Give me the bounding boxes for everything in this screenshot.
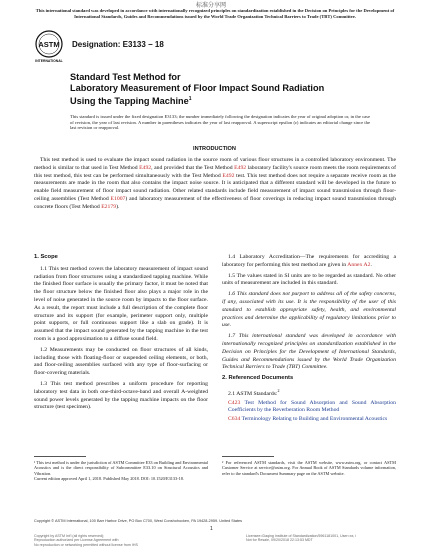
wto-notice: This international standard was developed in accordance with internationally recognized principles on standardization established in the Decision on Principles for the Development of International Standards, Guides and Recommendations issued by the World Trade Organization Technical Barriers to Trade (TBT) Committee. xyxy=(35,8,395,19)
paragraph-1-1: 1.1 This test method covers the laboratory measurement of impact sound radiation from floor structures using a standardized tapping machine. While the finished floor surface is usually the primary factor, it must be noted that the floor structure below the finished floor also plays a major role in the level of noise generated in the source room by impacts to the floor surface. As a result, the report must include a full description of the complete floor structure and its support (for example, perimeter support only, multiple point supports, or full continuous support like a slab on grade). It is assumed that the impact sound generated by the tapping machine in the test room is a good approximation to a diffuse sound field. xyxy=(34,265,208,342)
svg-text:ASTM: ASTM xyxy=(38,40,60,49)
annex-link[interactable]: Annex A2 xyxy=(347,261,371,268)
scope-heading: 1. Scope xyxy=(34,254,58,260)
license-footer xyxy=(34,534,396,547)
title-line-1: Standard Test Method for xyxy=(70,72,181,82)
paragraph-1-4: 1.4 Laboratory Accreditation—The requirements for accrediting a laboratory for performing this test method are given in Annex A2. xyxy=(222,254,396,268)
ref-link-e492[interactable]: E492 xyxy=(234,164,247,171)
license-right: Licensee=Daqing Institute of Standardization/5961181001, User=xx, i Not for Resale, 09/20/2018 22:13:53 MDT xyxy=(246,534,357,543)
paragraph-1-3: 1.3 This test method prescribes a uniform procedure for reporting laboratory test data in both one-third-octave-band and overall A-weighted sound power levels generated by the tapping machine impacts on the floor structure (test specimen). xyxy=(34,380,208,411)
paragraph-1-2: 1.2 Measurements may be conducted on floor structures of all kinds, including those with floating-floor or suspended ceiling elements, or both, and floor-ceiling assemblies surfaced with any type of floor-surfacing or floor-covering materials. xyxy=(34,346,208,377)
footnote-1: ¹ This test method is under the jurisdiction of ASTM Committee E33 on Building and Environmental Acoustics and is the direct responsibility of Subcommittee E33.10 on Structural Acoustics and Vibration. Current edition approved April 1, 2018. Published May 2018. DOI: 10.1520/E3133-18. xyxy=(34,460,208,482)
ref-link-e2179[interactable]: E2179 xyxy=(101,203,117,210)
designation: Designation: E3133 − 18 xyxy=(72,40,164,49)
designation-note: This standard is issued under the fixed designation E3133; the number immediately following the designation indicates the year of original adoption or, in the case of revision, the year of last revision. A number in parentheses indicates the year of last reapproval. A superscript epsilon (ε) indicates an editorial change since the last revision or reapproval. xyxy=(70,114,370,131)
referenced-documents-heading: 2. Referenced Documents xyxy=(222,375,294,382)
title-line-3: Using the Tapping Machine$^1$ xyxy=(70,96,192,107)
paragraph-2-1: 2.1 ASTM Standards:$^2$ xyxy=(228,387,280,397)
reference-c634[interactable]: C634 Terminology Relating to Building and Environmental Acoustics xyxy=(228,416,388,423)
astm-logo xyxy=(34,30,64,64)
ref-link-e492[interactable]: E492 xyxy=(139,164,152,171)
footnote-divider xyxy=(222,456,274,457)
page-number: 1 xyxy=(210,526,213,532)
watermark-mark: 标准分享网 xyxy=(196,2,227,9)
right-column xyxy=(222,254,396,425)
title-line-2: Laboratory Measurement of Floor Impact Sound Radiation xyxy=(70,83,325,93)
ref-link-e1007[interactable]: E1007 xyxy=(110,195,126,202)
license-left: Copyright by ASTM Int'l (all rights reserved); Reproduction authorized per License Agreement with No reproduction or networking permitted without license from IHS xyxy=(34,534,138,547)
document-title xyxy=(70,72,370,107)
introduction-body: This test method is used to evaluate the impact sound radiation in the source room of various floor structures in a controlled laboratory environment. The method is similar to that used in Test Method E492, and provided that the Test Method E492 laboratory facility's source room meets the room requirements of this test method, this test can be performed simultaneously with the Test Method E492 test. This test method does not require a separate receive room as the measurements are made in the room that also contains the impact noise source. It is anticipated that a different standard will be developed in the future to enable field measurement of floor impact sound radiation. Other related standards include field measurement of impact sound transmission through floor-ceiling assemblies (Test Method E1007) and laboratory measurement of the effectiveness of floor coverings in reducing impact sound transmission through concrete floors (Test Method E2179). xyxy=(34,157,397,210)
paragraph-1-5: 1.5 The values stated in SI units are to be regarded as standard. No other units of measurement are included in this standard. xyxy=(222,272,396,287)
footnote-2: ² For referenced ASTM standards, visit the ASTM website, www.astm.org, or contact ASTM Customer Service at service@astm.org. For Annual Book of ASTM Standards volume information, refer to the standard's Document Summary page on the ASTM website. xyxy=(222,460,396,476)
paragraph-1-6: 1.6 This standard does not purport to address all of the safety concerns, if any, associated with its use. It is the responsibility of the user of this standard to establish appropriate safety, health, and environmental practices and determine the applicability of regulatory limitations prior to use. xyxy=(222,291,396,329)
footnote-divider xyxy=(34,456,86,457)
paragraph-1-7: 1.7 This international standard was developed in accordance with internationally recognized principles on standardization established in the Decision on Principles for the Development of International Standards, Guides and Recommendations issued by the World Trade Organization Technical Barriers to Trade (TBT) Committee. xyxy=(222,333,396,371)
logo-text: INTERNATIONAL xyxy=(35,59,63,63)
copyright-line: Copyright © ASTM International, 100 Barr Harbor Drive, PO Box C700, West Conshohocken, PA 19428-2959. United States xyxy=(34,519,243,523)
ref-link-e492[interactable]: E492 xyxy=(222,172,235,179)
introduction-heading: INTRODUCTION xyxy=(193,146,236,152)
reference-c423[interactable]: C423 Test Method for Sound Absorption and Sound Absorption Coefficients by the Reverberation Room Method xyxy=(228,399,396,414)
left-column xyxy=(34,254,208,415)
